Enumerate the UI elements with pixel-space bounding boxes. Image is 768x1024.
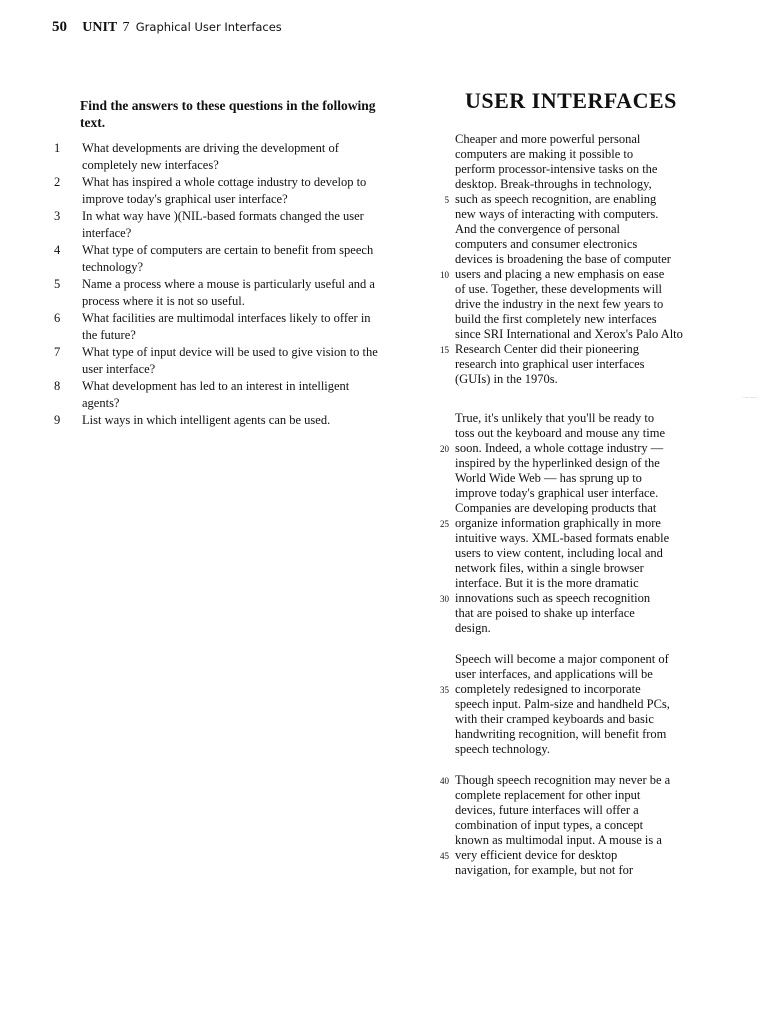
text-line — [455, 357, 757, 372]
question-text: List ways in which intelligent agents can be used. — [82, 413, 331, 427]
line-text: devices, future interfaces will offer a — [455, 803, 639, 817]
line-number: 40 — [440, 776, 449, 786]
line-text: intuitive ways. XML-based formats enable — [455, 531, 670, 545]
line-text: desktop. Break-throughs in technology, — [455, 177, 652, 191]
article-paragraph — [440, 132, 757, 387]
line-text: organize information graphically in more — [455, 516, 661, 530]
text-line — [455, 471, 757, 486]
line-number: 10 — [440, 270, 449, 280]
text-line — [455, 697, 757, 712]
line-text: design. — [455, 621, 491, 635]
text-line — [455, 207, 757, 222]
line-text: complete replacement for other input — [455, 788, 641, 802]
text-line — [455, 426, 757, 441]
text-line — [440, 773, 757, 788]
article-paragraph — [440, 411, 757, 636]
line-text: handwriting recognition, will benefit from — [455, 727, 667, 741]
text-line — [455, 312, 757, 327]
line-text: toss out the keyboard and mouse any time — [455, 426, 666, 440]
text-line — [455, 327, 757, 342]
text-line — [455, 237, 757, 252]
line-text: Research Center did their pioneering — [455, 342, 639, 356]
text-line — [455, 501, 757, 516]
question-number: 5 — [54, 277, 61, 291]
text-line — [440, 267, 757, 282]
question-item — [52, 208, 387, 242]
line-text: devices is broadening the base of computer — [455, 252, 671, 266]
question-text: What type of input device will be used to give vision to the user interface? — [82, 345, 378, 376]
line-text: of use. Together, these developments will — [455, 282, 663, 296]
text-line — [440, 848, 757, 863]
text-line — [455, 606, 757, 621]
question-text: What facilities are multimodal interfaces likely to offer in the future? — [82, 311, 371, 342]
text-line — [455, 486, 757, 501]
task-column — [52, 97, 387, 429]
text-line — [455, 297, 757, 312]
question-number: 8 — [54, 379, 61, 393]
line-text: speech input. Palm-size and handheld PCs, — [455, 697, 670, 711]
line-text: computers are making it possible to — [455, 147, 634, 161]
line-text: Cheaper and more powerful personal — [455, 132, 641, 146]
text-line — [455, 576, 757, 591]
line-number: 5 — [444, 195, 449, 205]
text-line — [455, 411, 757, 426]
text-line — [440, 342, 757, 357]
page-number: 50 — [52, 19, 67, 35]
question-number: 2 — [54, 175, 61, 189]
text-line — [455, 456, 757, 471]
question-number: 3 — [54, 209, 61, 223]
line-text: And the convergence of personal — [455, 222, 620, 236]
line-number: 30 — [440, 594, 449, 604]
question-item — [52, 242, 387, 276]
text-line — [455, 667, 757, 682]
line-number: 35 — [440, 685, 449, 695]
text-line — [455, 282, 757, 297]
line-text: since SRI International and Xerox's Palo Alto — [455, 327, 683, 341]
line-text: known as multimodal input. A mouse is a — [455, 833, 662, 847]
text-line — [455, 252, 757, 267]
article-title: USER INTERFACES — [465, 88, 677, 113]
text-line — [444, 192, 757, 207]
line-text: speech technology. — [455, 742, 550, 756]
line-text: soon. Indeed, a whole cottage industry — — [455, 441, 664, 455]
line-number: 45 — [440, 851, 449, 861]
line-text: research into graphical user interfaces — [455, 357, 645, 371]
line-text: such as speech recognition, are enabling — [455, 192, 657, 206]
line-text: inspired by the hyperlinked design of the — [455, 456, 660, 470]
text-line — [455, 162, 757, 177]
line-text: Companies are developing products that — [455, 501, 657, 515]
text-line — [455, 652, 757, 667]
line-text: completely redesigned to incorporate — [455, 682, 641, 696]
line-text: users and placing a new emphasis on ease — [455, 267, 665, 281]
question-text: What development has led to an interest in intelligent agents? — [82, 379, 350, 410]
line-text: users to view content, including local and — [455, 546, 663, 560]
question-number: 6 — [54, 311, 61, 325]
article-paragraph — [440, 773, 757, 878]
text-line — [440, 591, 757, 606]
text-line — [455, 727, 757, 742]
text-line — [440, 441, 757, 456]
text-line — [455, 863, 757, 878]
question-number: 1 — [54, 141, 61, 155]
question-item — [52, 310, 387, 344]
question-number: 4 — [54, 243, 61, 257]
article-body — [440, 132, 757, 878]
text-line — [455, 803, 757, 818]
text-line — [455, 531, 757, 546]
question-number: 7 — [54, 345, 61, 359]
line-text: combination of input types, a concept — [455, 818, 644, 832]
text-line — [455, 788, 757, 803]
unit-title: Graphical User Interfaces — [135, 20, 282, 34]
text-line — [455, 132, 757, 147]
line-text: very efficient device for desktop — [455, 848, 618, 862]
text-line — [440, 516, 757, 531]
question-text: What has inspired a whole cottage industry to develop to improve today's graphical user interface? — [82, 175, 367, 206]
question-item — [52, 412, 387, 429]
text-line — [455, 372, 757, 387]
running-header — [52, 18, 282, 37]
question-text: Name a process where a mouse is particularly useful and a process where it is not so useful. — [82, 277, 375, 308]
line-text: True, it's unlikely that you'll be ready to — [455, 411, 655, 425]
text-line — [455, 222, 757, 237]
text-line — [455, 561, 757, 576]
line-text: (GUIs) in the 1970s. — [455, 372, 558, 386]
line-text: interface. But it is the more dramatic — [455, 576, 639, 590]
line-text: with their cramped keyboards and basic — [455, 712, 654, 726]
line-text: World Wide Web — has sprung up to — [455, 471, 642, 485]
article-column — [440, 86, 757, 894]
article-paragraph — [440, 652, 757, 757]
text-line — [440, 682, 757, 697]
text-line — [455, 712, 757, 727]
line-number: 15 — [440, 345, 449, 355]
line-text: Speech will become a major component of — [455, 652, 669, 666]
text-line — [455, 833, 757, 848]
line-text: that are poised to shake up interface — [455, 606, 635, 620]
task-instructions: Find the answers to these questions in the following text. — [80, 98, 376, 130]
question-item — [52, 344, 387, 378]
question-text: In what way have )(NIL-based formats changed the user interface? — [82, 209, 364, 240]
question-list — [52, 140, 387, 429]
line-text: new ways of interacting with computers. — [455, 207, 659, 221]
line-text: network files, within a single browser — [455, 561, 644, 575]
question-item — [52, 174, 387, 208]
unit-label: UNIT — [82, 20, 118, 35]
line-number: 25 — [440, 519, 449, 529]
line-number: 20 — [440, 444, 449, 454]
text-line — [455, 818, 757, 833]
text-line — [455, 621, 757, 636]
question-number: 9 — [54, 413, 61, 427]
line-text: Though speech recognition may never be a — [455, 773, 671, 787]
line-text: perform processor-intensive tasks on the — [455, 162, 658, 176]
line-text: drive the industry in the next few years to — [455, 297, 664, 311]
line-text: innovations such as speech recognition — [455, 591, 651, 605]
line-text: improve today's graphical user interface. — [455, 486, 659, 500]
line-text: computers and consumer electronics — [455, 237, 638, 251]
question-item — [52, 140, 387, 174]
text-line — [455, 742, 757, 757]
text-line — [455, 177, 757, 192]
line-text: build the first completely new interfaces — [455, 312, 657, 326]
line-text: user interfaces, and applications will be — [455, 667, 653, 681]
line-text: navigation, for example, but not for — [455, 863, 634, 877]
question-item — [52, 276, 387, 310]
question-text: What type of computers are certain to benefit from speech technology? — [82, 243, 374, 274]
text-line — [455, 147, 757, 162]
unit-number: 7 — [122, 20, 130, 35]
text-line — [455, 546, 757, 561]
question-text: What developments are driving the development of completely new interfaces? — [82, 141, 339, 172]
small-mark: ........... — [743, 395, 757, 400]
question-item — [52, 378, 387, 412]
